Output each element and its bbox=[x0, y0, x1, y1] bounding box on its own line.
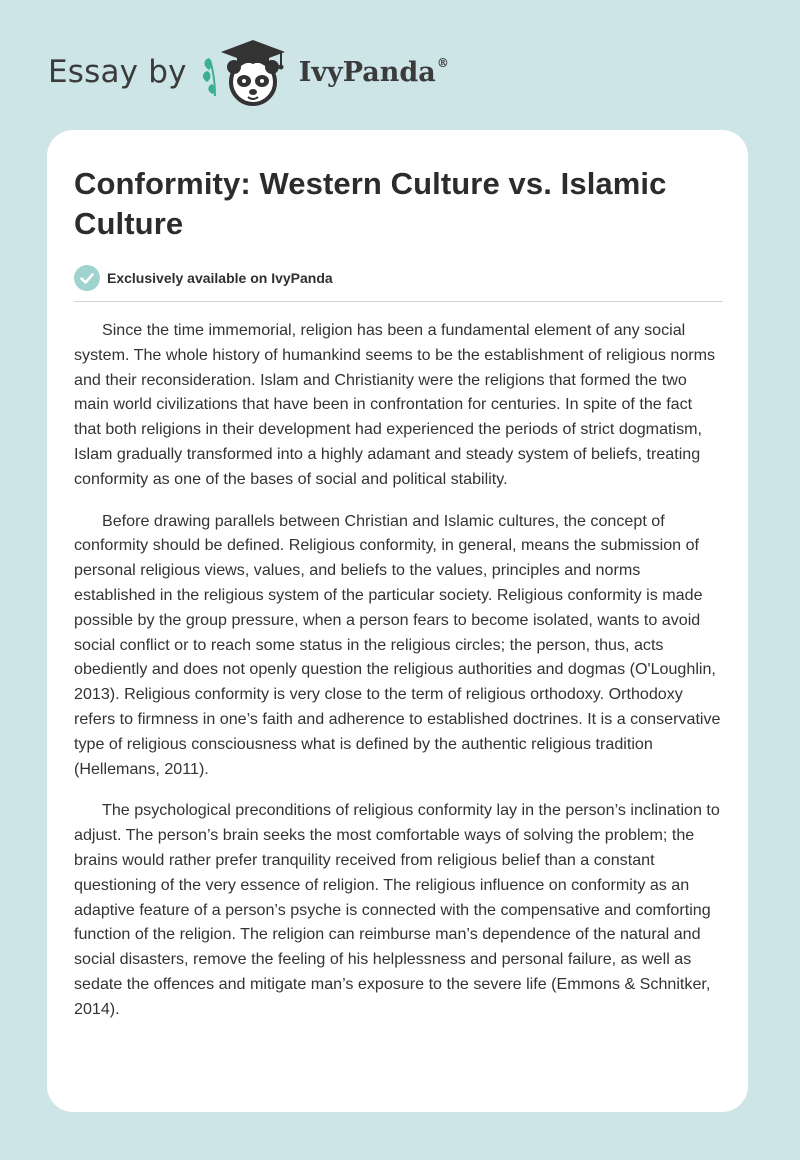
check-circle-icon bbox=[74, 265, 100, 291]
registered-mark: ® bbox=[436, 56, 449, 70]
paragraph: The psychological preconditions of religious conformity lay in the person’s inclination to adjust. The person’s brain seeks the most comfortable ways of solving the problem; the brains would rather prefer tranquility received from religious belief than a constant questioning of the very essence of religion. The religious influence on conformity as an adaptive feature of a person’s psyche is connected with the compensative and comforting function of the religion. The religion can reimburse man’s dependence of the natural and social disasters, remove the feeling of his helplessness and personal failure, as well as sedate the offences and mitigate man’s exposure to the severe life (Emmons & Schnitker, 2014). bbox=[74, 801, 720, 1018]
brand-name[interactable]: IvyPanda® bbox=[298, 56, 449, 88]
essay-by-label: Essay by bbox=[48, 54, 187, 90]
site-header bbox=[48, 36, 449, 108]
essay-body bbox=[74, 318, 723, 1022]
paragraph: Before drawing parallels between Christian and Islamic cultures, the concept of conformity should be defined. Religious conformity, in general, means the submission of personal religious views, values, and beliefs to the values, principles and norms established in the religious system of the particular society. Religious conformity is made possible by the group pressure, when a person fears to become isolated, wants to avoid social conflict or to reach some status in the religious circles; the person, thus, acts obediently and does not openly question the religious authorities and dogmas (O'Loughlin, 2013). Religious conformity is very close to the term of religious orthodoxy. Orthodoxy refers to firmness in one’s faith and adherence to established doctrines. It is a conservative type of religious consciousness what is defined by the authentic religious tradition (Hellemans, 2011). bbox=[74, 511, 721, 778]
divider bbox=[74, 301, 723, 302]
essay-content bbox=[74, 164, 723, 1039]
exclusive-label: Exclusively available on IvyPanda bbox=[107, 270, 333, 286]
paragraph: Since the time immemorial, religion has been a fundamental element of any social system. The whole history of humankind seems to be the establishment of religious norms and their reconsideration. Islam and Christianity were the religions that formed the two main world civilizations that have been in confrontation for centuries. In spite of the fact that both religions in their development had experienced the periods of strict dogmatism, Islam gradually transformed into a highly adamant and steady system of beliefs, treating conformity as one of the bases of social and political stability. bbox=[74, 321, 716, 488]
page-title: Conformity: Western Culture vs. Islamic Culture bbox=[74, 166, 667, 241]
essay-card bbox=[47, 130, 748, 1112]
ivy-leaf-icon bbox=[203, 58, 215, 96]
panda-graduate-logo-icon[interactable] bbox=[201, 36, 297, 108]
exclusive-badge bbox=[74, 265, 723, 291]
